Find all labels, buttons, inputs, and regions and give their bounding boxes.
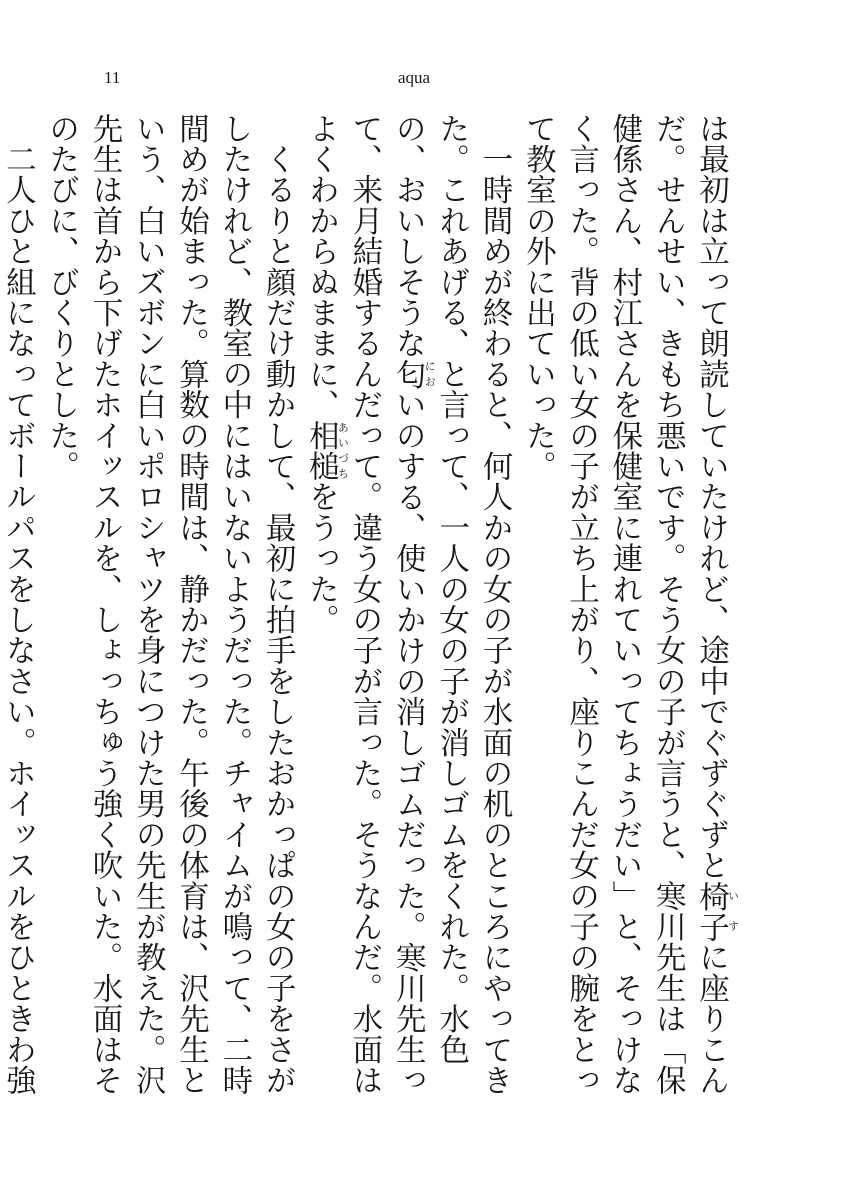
text-run: 一時間めが終わると、何人かの女の子が水面の机のところにやってきた。これあげる、と言って、一人の女の子が消しゴムをくれた。水色の、おいしそうな	[390, 113, 513, 1096]
ruby-reading: にお	[423, 358, 437, 390]
ruby-isu	[693, 880, 740, 942]
page-number: 11	[104, 68, 121, 87]
text-run: に座りこんだ。せんせい、きもち悪いです。そう女の子が言うと、寒川先生は「保健係さん、村江さんを保健室に連れていってちょうだい」と、そっけなく言った。背の低い女の子が立ち上がり、座りこんだ女の子の腕をとって教室の外に出ていった。	[520, 113, 729, 1096]
ruby-base: 椅子	[693, 880, 729, 942]
paragraph-1	[516, 113, 739, 1113]
text-run: 二人ひと組になってボールパスをしなさい。ホイッスルをひときわ強	[0, 143, 36, 1096]
text-run: いのする、使いかけの消しゴムだった。寒川先生って、来月結婚するんだって。違う女の子が言った。そうなんだ。水面はよくわからぬままに、	[303, 113, 426, 1096]
ruby-nio	[390, 358, 437, 390]
paragraph-2	[299, 113, 516, 1113]
text-run: をうった。	[303, 481, 339, 635]
ruby-reading: あいづち	[336, 420, 350, 482]
text-run: くるりと顔だけ動かして、最初に拍手をしたおかっぱの女の子をさがしたけれど、教室の中にはいないようだった。チャイムが鳴って、二時間めが始まった。算数の時間は、静かだった。午後の体育は、沢先生という、白いズボンに白いポロシャツを身につけた男の先生が教えた。沢先生は首から下げたホイッスルを、しょっちゅう強く吹いた。水面はそのたびに、びくりとした。	[43, 113, 296, 1096]
paragraph-4	[0, 113, 39, 1113]
ruby-reading: いす	[726, 880, 740, 942]
running-title: aqua	[398, 68, 431, 87]
ruby-aizuchi	[303, 420, 350, 482]
ruby-base: 相槌	[303, 420, 339, 482]
text-run: は最初は立って朗読していたけれど、途中でぐずぐずと	[693, 113, 729, 881]
ruby-base: 匂	[390, 358, 426, 390]
paragraph-3	[39, 113, 299, 1113]
body-text	[0, 113, 739, 1113]
